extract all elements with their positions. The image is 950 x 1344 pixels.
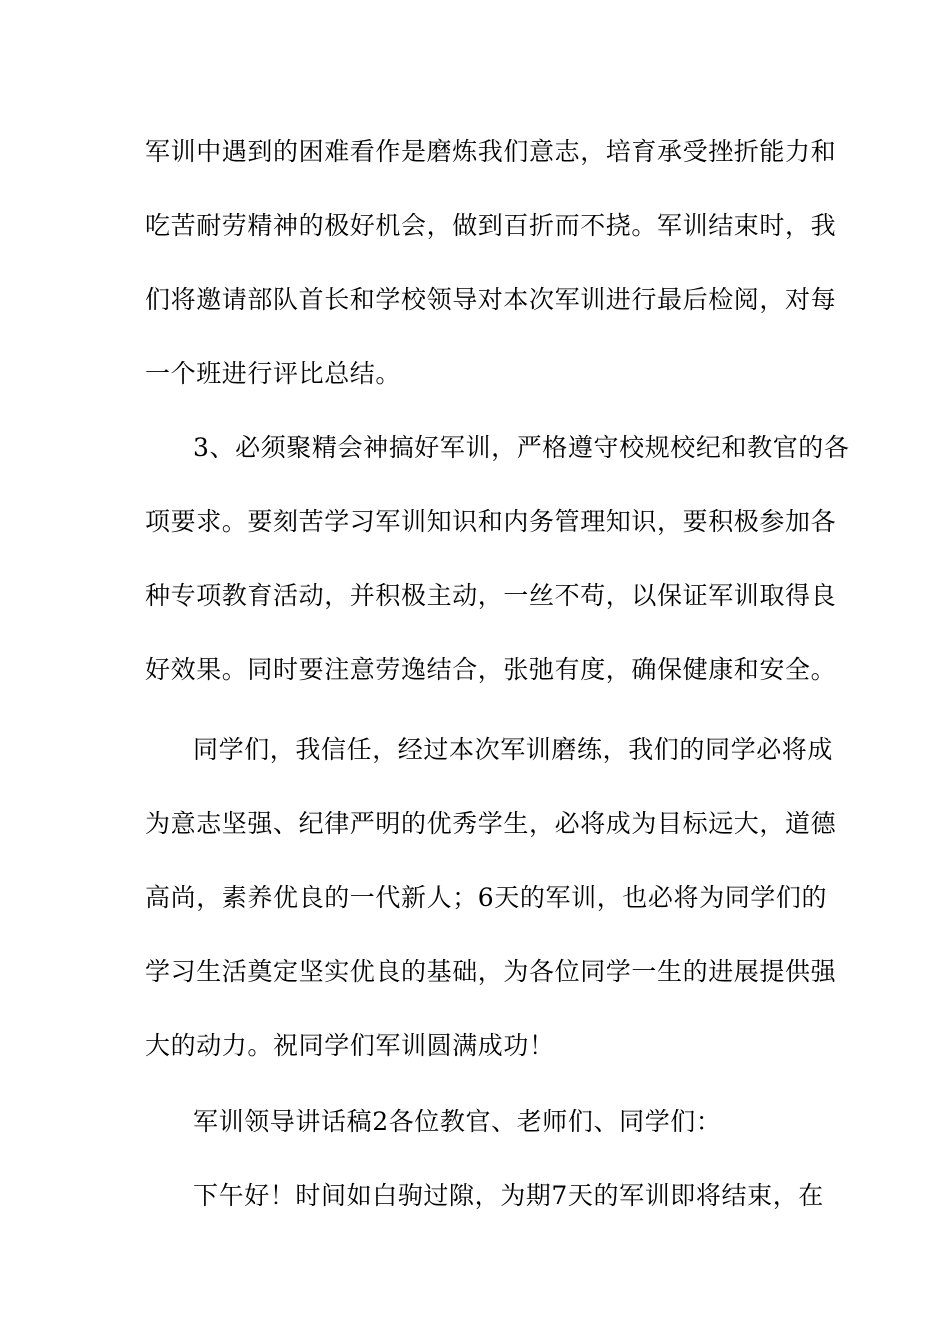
text-line: 种专项教育活动，并积极主动，一丝不苟，以保证军训取得良	[145, 581, 837, 610]
text-line: 3、必须聚精会神搞好军训，严格遵守校规校纪和教官的各	[193, 433, 850, 462]
text-line: 好效果。同时要注意劳逸结合，张弛有度，确保健康和安全。	[145, 655, 837, 684]
text-line: 项要求。要刻苦学习军训知识和内务管理知识，要积极参加各	[145, 507, 837, 536]
text-line: 军训领导讲话稿2各位教官、老师们、同学们：	[193, 1107, 722, 1136]
text-line: 吃苦耐劳精神的极好机会，做到百折而不挠。军训结束时，我	[145, 211, 837, 240]
text-line: 一个班进行评比总结。	[145, 359, 402, 388]
text-line: 大的动力。祝同学们军训圆满成功！	[145, 1031, 555, 1060]
text-line: 军训中遇到的困难看作是磨炼我们意志，培育承受挫折能力和	[145, 137, 837, 166]
text-line: 们将邀请部队首长和学校领导对本次军训进行最后检阅，对每	[145, 285, 837, 314]
text-line: 为意志坚强、纪律严明的优秀学生，必将成为目标远大，道德	[145, 809, 837, 838]
text-line: 高尚，素养优良的一代新人；6天的军训，也必将为同学们的	[145, 883, 828, 912]
text-line: 下午好！时间如白驹过隙，为期7天的军训即将结束，在	[193, 1181, 824, 1210]
text-line: 学习生活奠定坚实优良的基础，为各位同学一生的进展提供强	[145, 957, 837, 986]
text-line: 同学们，我信任，经过本次军训磨练，我们的同学必将成	[193, 735, 834, 764]
